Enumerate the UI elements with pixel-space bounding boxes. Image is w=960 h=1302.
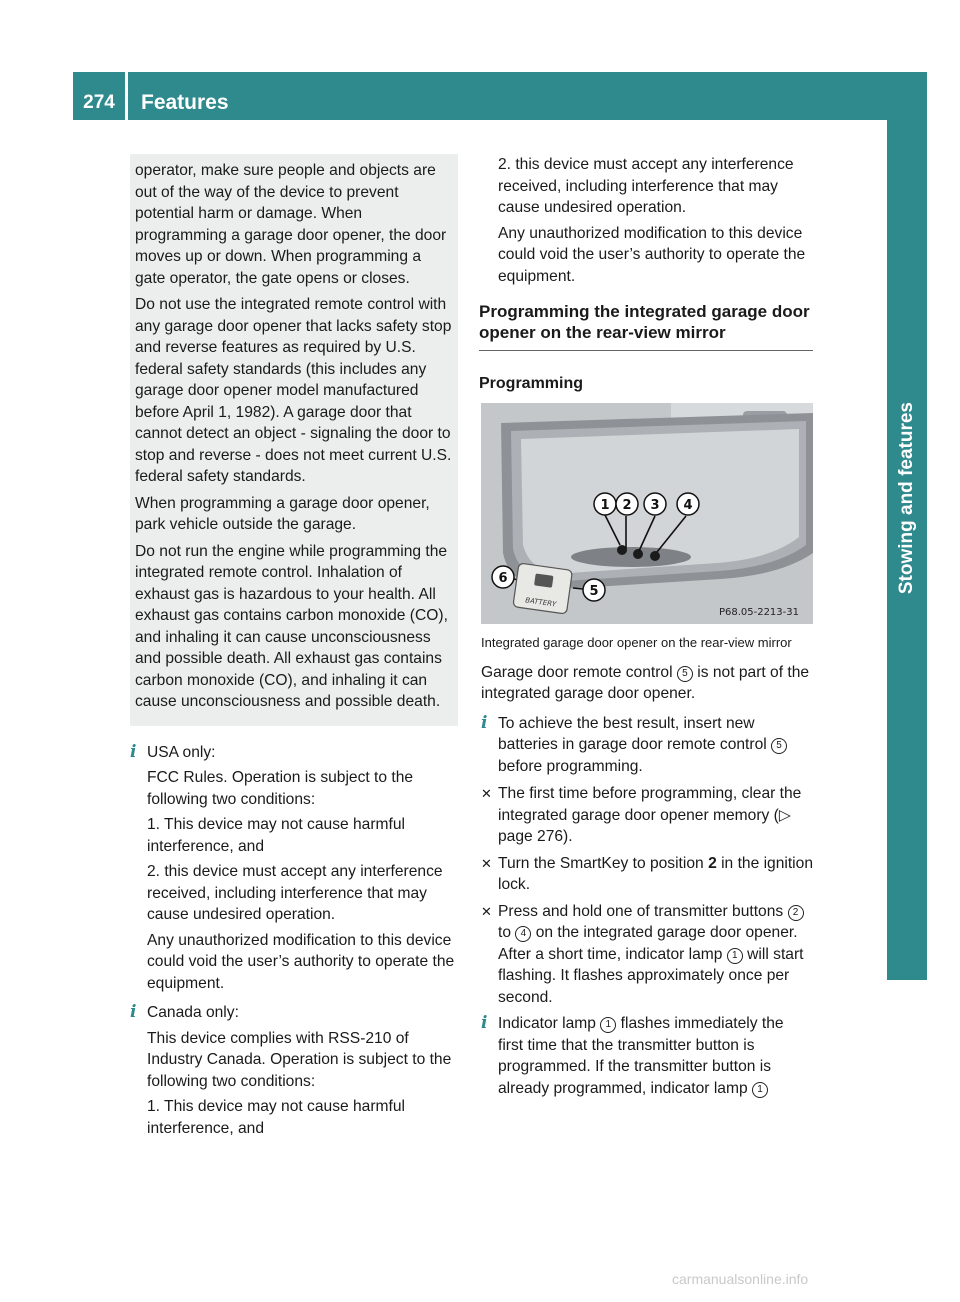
note-line: 1. This device may not cause harmful interference, and — [147, 816, 405, 855]
callout-ref: 1 — [600, 1017, 616, 1033]
usa-note — [130, 742, 458, 995]
mirror-illustration — [481, 403, 813, 624]
warning-paragraph: Do not use the integrated remote control with any garage door opener that lacks safety stop and reverse features as required by U.S. federal safety standards (this includes any garage door opener model manufactured before April 1, 1982). A garage door that cannot detect an object - signaling the door to stop and reverse - does not meet current U.S. federal safety standards. — [135, 296, 452, 485]
left-column — [130, 154, 458, 1145]
note-title: Canada only: — [147, 1004, 239, 1021]
section-heading: Programming the integrated garage door opener on the rear-view mirror — [479, 301, 813, 351]
page-reference[interactable]: (▷ page 276). — [498, 806, 791, 845]
note-line: Any unauthorized modification to this device could void the user’s authority to operate the equipment. — [498, 224, 806, 285]
warning-paragraph: operator, make sure people and objects are out of the way of the device to prevent potential harm or damage. When programming a garage door opener, the door moves up or down. When programming a gate operator, the gate opens or closes. — [135, 162, 447, 287]
side-tab-label: Stowing and features — [896, 402, 917, 595]
watermark: carmanualsonline.info — [672, 1271, 809, 1287]
callout-ref: 4 — [515, 926, 531, 942]
callout-5: 5 — [589, 583, 599, 599]
callout-ref: 2 — [788, 905, 804, 921]
callout-2: 2 — [622, 497, 632, 513]
section-title: Features — [141, 91, 229, 114]
header-bar — [73, 72, 887, 120]
step-arrow-icon: ✕ — [481, 903, 492, 919]
info-icon: i — [130, 1002, 137, 1022]
battery-label: BATTERY — [524, 595, 557, 609]
continued-note — [481, 154, 813, 287]
mirror-figure — [481, 403, 813, 624]
remote-paragraph: Garage door remote control 5 is not part of the integrated garage door opener. — [481, 663, 810, 702]
warning-paragraph: Do not run the engine while programming the integrated remote control. Inhalation of exhaust gas is hazardous to your health. All exhaust gas contains carbon monoxide (CO), and inhaling it can cause unconsciousness and possible death. All exhaust gas contains carbon monoxide (CO), and inhaling it can cause unconsciousness and possible death. — [135, 542, 448, 710]
header-divider — [125, 72, 128, 120]
right-column — [481, 154, 813, 1105]
callout-3: 3 — [650, 497, 660, 513]
info-icon: i — [481, 1013, 488, 1033]
callout-ref: 1 — [752, 1082, 768, 1098]
info-icon: i — [130, 741, 137, 762]
warning-box — [130, 154, 458, 726]
note-line: 1. This device may not cause harmful interference, and — [147, 1098, 405, 1137]
note-line: Any unauthorized modification to this device could void the user’s authority to operate the equipment. — [147, 931, 455, 992]
note-line: 2. this device must accept any interference received, including interference that may cause undesired operation. — [498, 156, 794, 216]
callout-1: 1 — [600, 497, 610, 513]
step-arrow-icon: ✕ — [481, 786, 492, 801]
tip-note: i Indicator lamp 1 flashes immediately the first time that the transmitter button is programmed. If the transmitter button is already programmed, indicator lamp 1 — [481, 1013, 784, 1097]
step-arrow-icon: ✕ — [481, 855, 492, 871]
note-line: FCC Rules. Operation is subject to the following two conditions: — [147, 769, 414, 808]
callout-ref: 5 — [677, 666, 693, 682]
side-tab — [887, 72, 927, 980]
callout-ref: 5 — [771, 738, 787, 754]
note-line: 2. this device must accept any interference received, including interference that may cause undesired operation. — [147, 863, 443, 923]
info-icon: i — [481, 712, 488, 733]
step-item: ✕ The first time before programming, clear the integrated garage door opener memory (▷ page 276). — [481, 785, 802, 845]
figure-code: P68.05-2213-31 — [718, 606, 799, 618]
warning-paragraph: When programming a garage door opener, park vehicle outside the garage. — [135, 494, 430, 533]
note-title: USA only: — [147, 743, 216, 761]
subheading: Programming — [479, 375, 584, 392]
tip-note: i To achieve the best result, insert new batteries in garage door remote control 5 before programming. — [481, 713, 813, 778]
callout-4: 4 — [683, 497, 693, 513]
step-item: ✕ Press and hold one of transmitter buttons 2 to 4 on the integrated garage door opener. After a short time, indicator lamp 1 will start flashing. It flashes approximately once per second. — [481, 902, 804, 1006]
page-number: 274 — [83, 92, 115, 113]
callout-ref: 1 — [727, 948, 743, 964]
canada-note — [130, 1002, 458, 1139]
note-line: This device complies with RSS-210 of Industry Canada. Operation is subject to the following two conditions: — [147, 1029, 452, 1090]
step-item: ✕ Turn the SmartKey to position 2 in the ignition lock. — [481, 854, 813, 893]
figure-caption: Integrated garage door opener on the rear-view mirror — [481, 634, 792, 650]
callout-6: 6 — [498, 570, 508, 586]
